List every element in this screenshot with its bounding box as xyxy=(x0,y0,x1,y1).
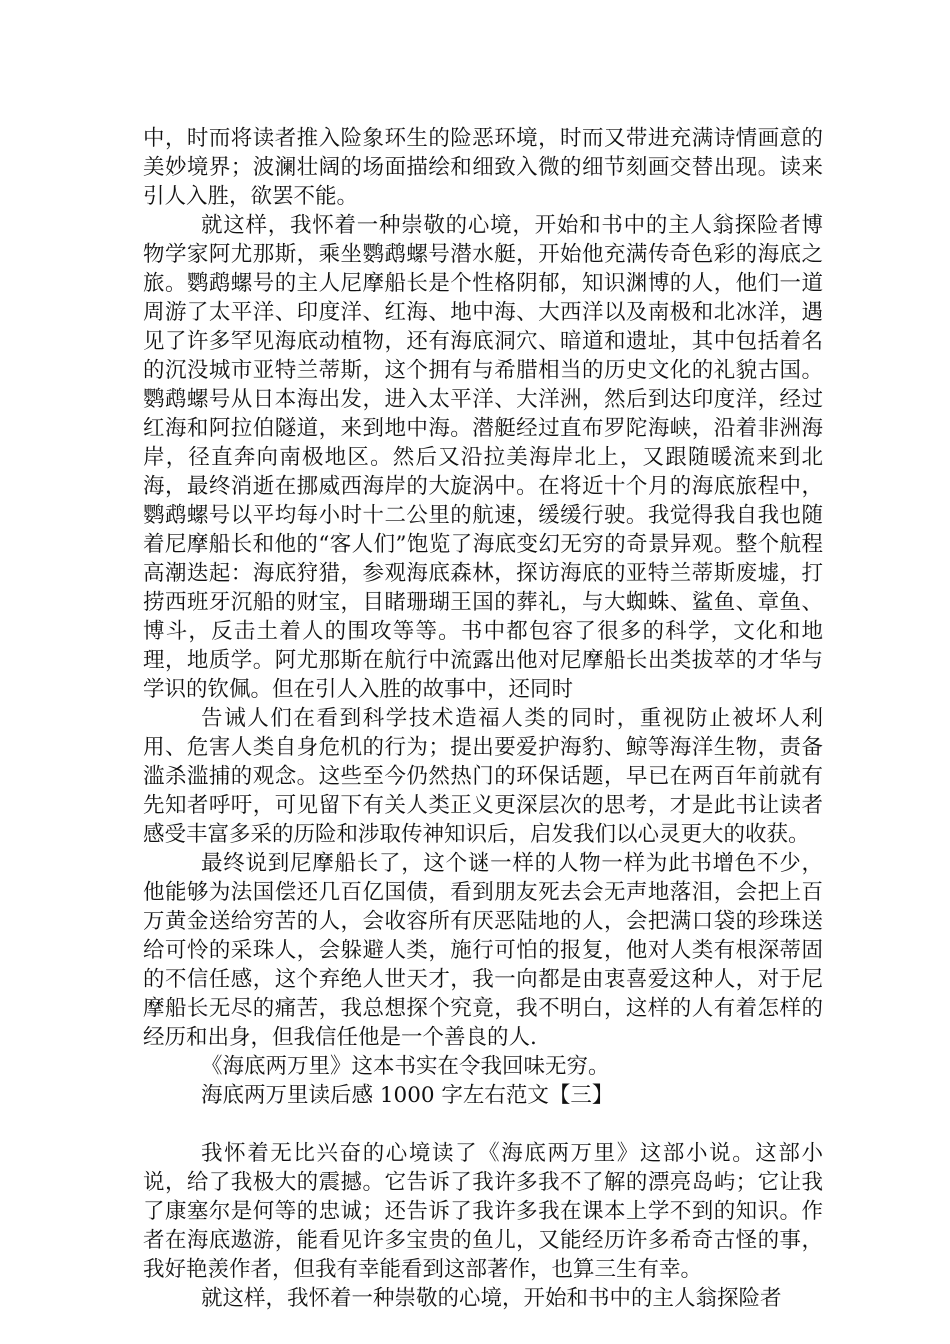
blank-line xyxy=(143,1110,823,1139)
paragraph-essay-three: 我怀着无比兴奋的心境读了《海底两万里》这部小说。这部小说，给了我极大的震撼。它告诉了我许多我不了解的漂亮岛屿；它让我了康塞尔是何等的忠诚；还告诉了我许多我在课本上学不到的知识。作者在海底遨游，能看见许多宝贵的鱼儿，又能经历许多希奇古怪的事，我好艳羡作者，但我有幸能看到这部著作，也算三生有幸。 xyxy=(143,1141,823,1282)
paragraph-conclusion: 《海底两万里》这本书实在令我回味无穷。 xyxy=(201,1054,610,1079)
paragraph-voyage: 就这样，我怀着一种崇敬的心境，开始和书中的主人翁探险者博物学家阿尤那斯，乘坐鹦鹉螺号潜水艇，开始他充满传奇色彩的海底之旅。鹦鹉螺号的主人尼摩船长是个性格阴郁，知识渊博的人，他们一道周游了太平洋、印度洋、红海、地中海、大西洋以及南极和北冰洋，遇见了许多罕见海底动植物，还有海底洞穴、暗道和遗址，其中包括着名的沉没城市亚特兰蒂斯，这个拥有与希腊相当的历史文化的礼貌古国。鹦鹉螺号从日本海出发，进入太平洋、大洋洲，然后到达印度洋，经过红海和阿拉伯隧道，来到地中海。潜艇经过直布罗陀海峡，沿着非洲海岸，径直奔向南极地区。然后又沿拉美海岸北上，又跟随暖流来到北海，最终消逝在挪威西海岸的大旋涡中。在将近十个月的海底旅程中，鹦鹉螺号以平均每小时十二公里的航速，缓缓行驶。我觉得我自我也随着尼摩船长和他的“客人们”饱览了海底变幻无穷的奇景异观。整个航程高潮迭起：海底狩猎，参观海底森林，探访海底的亚特兰蒂斯废墟，打捞西班牙沉船的财宝，目睹珊瑚王国的葬礼，与大蜘蛛、鲨鱼、章鱼、博斗，反击土着人的围攻等等。书中都包容了很多的科学，文化和地理，地质学。阿尤那斯在航行中流露出他对尼摩船长出类拔萃的才华与学识的钦佩。但在引人入胜的故事中，还同时 xyxy=(143,213,823,702)
paragraph-warning: 告诫人们在看到科学技术造福人类的同时，重视防止被坏人利用、危害人类自身危机的行为；提出要爱护海豹、鲸等海洋生物，责备滥杀滥捕的观念。这些至今仍然热门的环保话题，早已在两百年前就有先知者呼吁，可见留下有关人类正义更深层次的思考，才是此书让读者感受丰富多采的历险和涉取传神知识后，启发我们以心灵更大的收获。 xyxy=(143,706,823,847)
paragraph-continuation: 中，时而将读者推入险象环生的险恶环境，时而又带进充满诗情画意的美妙境界；波澜壮阔的场面描绘和细致入微的细节刻画交替出现。读来引人入胜，欲罢不能。 xyxy=(143,126,823,209)
paragraph-essay-three-continued: 就这样，我怀着一种崇敬的心境，开始和书中的主人翁探险者 xyxy=(201,1286,782,1311)
section-heading: 海底两万里读后感 1000 字左右范文【三】 xyxy=(201,1083,614,1108)
document-page xyxy=(143,124,823,1313)
paragraph-nemo: 最终说到尼摩船长了，这个谜一样的人物一样为此书增色不少，他能够为法国偿还几百亿国债，看到朋友死去会无声地落泪，会把上百万黄金送给穷苦的人，会收容所有厌恶陆地的人，会把满口袋的珍珠送给可怜的采珠人，会躲避人类，施行可怕的报复，他对人类有根深蒂固的不信任感，这个弃绝人世天才，我一向都是由衷喜爱这种人，对于尼摩船长无尽的痛苦，我总想探个究竟，我不明白，这样的人有着怎样的经历和出身，但我信任他是一个善良的人. xyxy=(143,851,823,1050)
